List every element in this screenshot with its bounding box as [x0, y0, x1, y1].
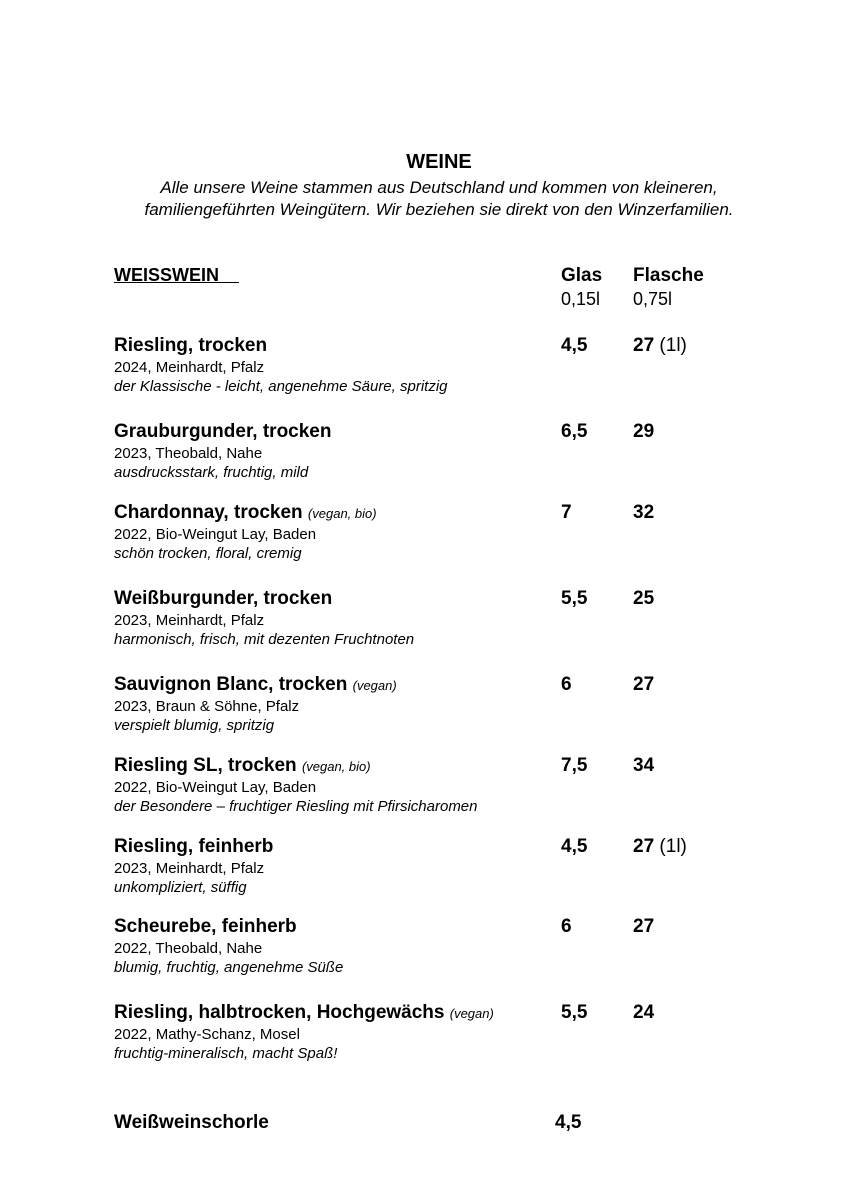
price-bottle: 27 [633, 674, 655, 695]
wine-origin: 2023, Meinhardt, Pfalz [114, 860, 265, 877]
wine-description: harmonisch, frisch, mit dezenten Fruchtnoten [114, 631, 415, 648]
column-unit-bottle: 0,75l [633, 289, 673, 309]
price-glass: 5,5 [561, 588, 588, 609]
intro-line-1: Alle unsere Weine stammen aus Deutschland und kommen von kleineren, [160, 178, 718, 197]
wine-origin: 2023, Braun & Söhne, Pfalz [114, 698, 300, 715]
wine-item [114, 502, 814, 563]
bottle-size: (1l) [654, 335, 687, 356]
wine-description: verspielt blumig, spritzig [114, 717, 275, 734]
wine-item [114, 335, 814, 396]
wine-origin: 2022, Bio-Weingut Lay, Baden [114, 526, 317, 543]
wine-origin: 2022, Mathy-Schanz, Mosel [114, 1026, 300, 1043]
wine-description: der Besondere – fruchtiger Riesling mit Pfirsicharomen [114, 798, 478, 815]
wine-origin: 2023, Meinhardt, Pfalz [114, 612, 265, 629]
wine-tag: (vegan, bio) [307, 506, 377, 521]
wine-tag: (vegan, bio) [301, 759, 371, 774]
wine-description: schön trocken, floral, cremig [114, 545, 302, 562]
wine-description: unkompliziert, süffig [114, 879, 247, 896]
column-header-glass: Glas [561, 265, 603, 286]
wine-tag: (vegan) [352, 678, 397, 693]
price-glass: 6 [561, 916, 572, 937]
wine-item [114, 836, 814, 897]
price-glass: 7,5 [561, 755, 588, 776]
price-glass: 5,5 [561, 1002, 588, 1023]
price-bottle: 34 [633, 755, 655, 776]
price-glass: 4,5 [561, 335, 588, 356]
wine-name: Sauvignon Blanc, trocken (vegan) [114, 674, 397, 695]
wine-name: Scheurebe, feinherb [114, 916, 297, 937]
wine-name: Riesling, halbtrocken, Hochgewächs (vegan) [114, 1002, 494, 1023]
schorle-name: Weißweinschorle [114, 1112, 269, 1133]
wine-item [114, 755, 814, 816]
wine-item [114, 674, 814, 735]
intro-line-2: familiengeführten Weingütern. Wir beziehen sie direkt von den Winzerfamilien. [144, 200, 734, 219]
wine-name: Riesling, feinherb [114, 836, 274, 857]
price-bottle: 24 [633, 1002, 655, 1023]
wine-description: ausdrucksstark, fruchtig, mild [114, 464, 309, 481]
wine-item [114, 916, 814, 977]
price-glass: 6,5 [561, 421, 588, 442]
price-glass: 6 [561, 674, 572, 695]
section-heading-weisswein: WEISSWEIN [114, 265, 240, 285]
wine-description: der Klassische - leicht, angenehme Säure, spritzig [114, 378, 448, 395]
page-title: WEINE [406, 151, 472, 173]
price-glass: 4,5 [561, 836, 588, 857]
price-bottle: 32 [633, 502, 655, 523]
price-bottle: 27 (1l) [633, 836, 687, 857]
wine-description: fruchtig-mineralisch, macht Spaß! [114, 1045, 338, 1062]
wine-item [114, 421, 814, 482]
price-bottle: 27 [633, 916, 655, 937]
wine-name: Riesling, trocken [114, 335, 268, 356]
wine-item [114, 1002, 814, 1063]
wine-item [114, 588, 814, 649]
price-bottle: 27 (1l) [633, 335, 687, 356]
wine-name: Riesling SL, trocken (vegan, bio) [114, 755, 371, 776]
column-header-bottle: Flasche [633, 265, 704, 286]
schorle-price-glass: 4,5 [555, 1112, 582, 1133]
wine-name: Weißburgunder, trocken [114, 588, 333, 609]
price-bottle: 25 [633, 588, 655, 609]
wine-origin: 2023, Theobald, Nahe [114, 445, 263, 462]
wine-name: Grauburgunder, trocken [114, 421, 332, 442]
bottle-size: (1l) [654, 836, 687, 857]
wine-name: Chardonnay, trocken (vegan, bio) [114, 502, 377, 523]
column-unit-glass: 0,15l [561, 289, 601, 309]
wine-origin: 2022, Theobald, Nahe [114, 940, 263, 957]
wine-description: blumig, fruchtig, angenehme Süße [114, 959, 344, 976]
wine-origin: 2024, Meinhardt, Pfalz [114, 359, 265, 376]
price-glass: 7 [561, 502, 572, 523]
wine-origin: 2022, Bio-Weingut Lay, Baden [114, 779, 317, 796]
wine-tag: (vegan) [449, 1006, 494, 1021]
price-bottle: 29 [633, 421, 655, 442]
